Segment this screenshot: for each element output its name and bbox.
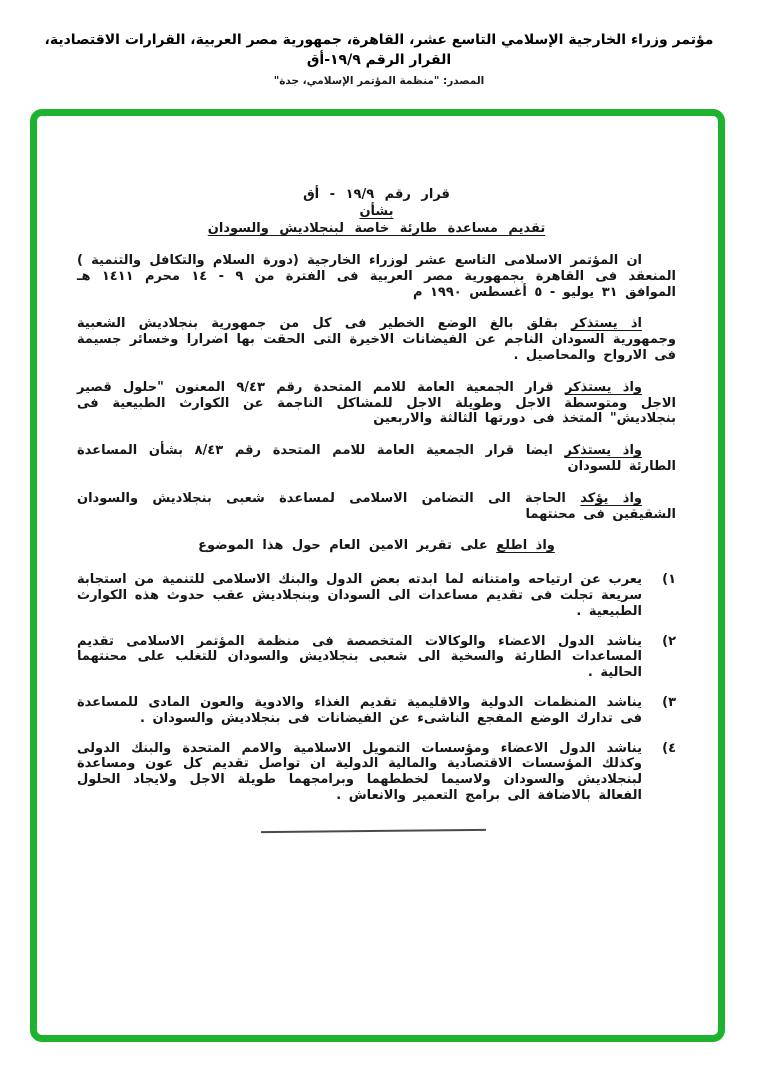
end-separator-line (261, 829, 486, 833)
resolution-number-line: قرار رقم ١٩/٩ - أق (303, 187, 450, 202)
citation-line: مؤتمر وزراء الخارجية الإسلامي التاسع عشر، القاهرة، جمهورية مصر العربية، القرارات الاقتصادية، القرار الرقم ١٩/٩-أق (44, 32, 714, 68)
preamble-text: قرار الجمعية العامة للامم المتحدة رقم ٩/٤٣ المعنون "حلول قصير الاجل ومتوسطة الاجل وطويلة الاجل للمشاكل الناجمة عن الكوارث الطبيعية فى بنجلاديش" المتخذ فى دورتها الثالثة والاربعين (77, 379, 676, 427)
preamble-text: الحاجة الى التضامن الاسلامى لمساعدة شعبى بنجلاديش والسودان الشقيقين فى محنتهما (77, 490, 676, 522)
preamble-text: بقلق بالغ الوضع الخطير فى كل من جمهورية بنجلاديش الشعبية وجمهورية السودان الناجم عن الفيضانات الاخيرة التى الحقت بها اضرارا وخسائر جسيمة فى الارواح والمحاصيل . (77, 316, 676, 363)
title-subject: تقديم مساعدة طارئة خاصة لبنجلاديش والسودان (207, 221, 546, 236)
title-concerning: بشأن (359, 204, 394, 219)
preamble-text: ان المؤتمر الاسلامى التاسع عشر لوزراء الخارجية (دورة السلام والتكافل والتنمية ) المنعقد فى القاهرة بجمهورية مصر العربية فى الفترة من ٩ - ١٤ محرم ١٤١١ هـ الموافق ٣١ يوليو - ٥ أغسطس ١٩٩٠ م (77, 253, 677, 300)
item-number: ٣) (662, 694, 676, 710)
scanned-document (37, 116, 718, 1035)
resolution-item (77, 634, 676, 681)
document-frame (30, 109, 725, 1042)
item-text: يناشد الدول الاعضاء ومؤسسات التمويل الاسلامية والامم المتحدة والبنك الدولى وكذلك المؤسسات الاقتصادية والمالية الدولية ان تواصل تقديم كل عون ومساعدة لبنجلاديش والسودان ولاسيما لخططهما وبرامجهما طويلة الاجل ولايجاد الحلول الفعالة بالاضافة الى برامج التعمير والانعاش . (77, 740, 642, 803)
item-text: يناشد الدول الاعضاء والوكالات المتخصصة فى منظمة المؤتمر الاسلامى تقديم المساعدات الطارئة والسخية الى شعبى بنجلاديش والسودان للتغلب على محنتهما الحالية . (77, 633, 642, 681)
preamble-paragraph (77, 380, 676, 427)
item-number: ١) (662, 572, 676, 588)
resolution-title (77, 186, 676, 237)
preamble-lead: واذ يستذكر (564, 443, 642, 459)
preamble-lead: واذ يؤكد (580, 490, 642, 506)
citation-header (0, 30, 758, 87)
resolution-item (77, 695, 676, 727)
item-text: يعرب عن ارتياحه وامتنانه لما ابدته بعض الدول والبنك الاسلامى للتنمية من استجابة سريعة تجلت فى تقديم مساعدات الى السودان وبنجلاديش عقب حدوث هذه الكوارث الطبيعية . (77, 572, 642, 619)
preamble-paragraph (77, 491, 676, 523)
resolution-item (77, 572, 676, 619)
resolution-item (77, 741, 676, 804)
preamble-text: على تقرير الامين العام حول هذا الموضوع (198, 538, 488, 554)
preamble-paragraph (77, 443, 676, 475)
preamble-text: ايضا قرار الجمعية العامة للامم المتحدة رقم ٨/٤٣ بشأن المساعدة الطارئة للسودان (77, 443, 676, 474)
citation-source: المصدر: "منظمة المؤتمر الإسلامي، جدة" (273, 75, 485, 87)
preamble-paragraph (77, 316, 676, 363)
item-number: ٤) (662, 740, 676, 756)
preamble-paragraph (77, 538, 676, 554)
item-text: يناشد المنظمات الدولية والاقليمية تقديم الغذاء والادوية والعون المادى للمساعدة فى تدارك الوضع المفجع الناشىء عن الفيضانات فى بنجلاديش والسودان . (77, 694, 642, 726)
preamble-lead: واذ اطلع (496, 538, 555, 554)
preamble-lead: اذ يستذكر (571, 316, 642, 332)
preamble-paragraph (77, 253, 676, 300)
item-number: ٢) (662, 633, 676, 649)
preamble-lead: واذ يستذكر (564, 379, 643, 395)
